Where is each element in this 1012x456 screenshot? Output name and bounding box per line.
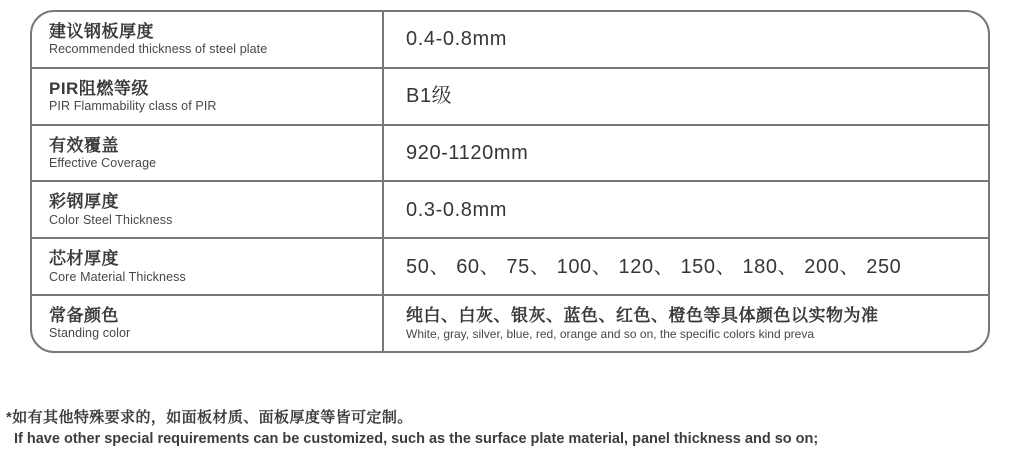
spec-label-en: PIR Flammability class of PIR [49, 99, 217, 114]
spec-label-cell [32, 12, 384, 67]
spec-value-cell [384, 182, 988, 237]
spec-value-cell [384, 239, 988, 294]
table-row [32, 237, 988, 294]
spec-label-zh: PIR阻燃等级 [49, 78, 149, 98]
spec-label-cell [32, 239, 384, 294]
spec-value-cell [384, 126, 988, 181]
spec-label-zh: 彩钢厚度 [49, 192, 119, 212]
spec-label-cell [32, 182, 384, 237]
spec-value: 0.3-0.8mm [406, 198, 507, 221]
spec-label-en: Standing color [49, 326, 131, 341]
table-row [32, 12, 988, 67]
spec-value-zh: 纯白、白灰、银灰、蓝色、红色、橙色等具体颜色以实物为准 [406, 305, 879, 325]
spec-value-cell [384, 12, 988, 67]
spec-label-en: Color Steel Thickness [49, 212, 173, 227]
spec-label-cell [32, 69, 384, 124]
spec-label-en: Core Material Thickness [49, 269, 186, 284]
table-row [32, 124, 988, 181]
spec-label-en: Recommended thickness of steel plate [49, 42, 268, 57]
table-row [32, 67, 988, 124]
spec-label-zh: 芯材厚度 [49, 249, 119, 269]
spec-label-cell [32, 296, 384, 351]
footnote-line-en: If have other special requirements can be customized, such as the surface plate material, panel thickness and so on; [14, 430, 819, 447]
spec-label-en: Effective Coverage [49, 155, 157, 170]
spec-value: 50、 60、 75、 100、 120、 150、 180、 200、 250 [406, 255, 902, 278]
spec-value-cell [384, 69, 988, 124]
spec-value: 0.4-0.8mm [406, 28, 507, 51]
spec-value-cell [384, 296, 988, 351]
table-row [32, 180, 988, 237]
footnote-line-zh: *如有其他特殊要求的，如面板材质、面板厚度等皆可定制。 [6, 409, 413, 426]
spec-label-zh: 有效覆盖 [49, 135, 119, 155]
spec-label-cell [32, 126, 384, 181]
spec-table [30, 10, 990, 353]
spec-value-en: White, gray, silver, blue, red, orange and so on, the specific colors kind preva [406, 326, 814, 341]
footnote [6, 408, 1006, 448]
spec-label-zh: 建议钢板厚度 [49, 21, 154, 41]
table-row [32, 294, 988, 351]
spec-label-zh: 常备颜色 [49, 306, 119, 326]
spec-value: 920-1120mm [406, 142, 529, 165]
spec-value: B1级 [406, 85, 453, 108]
